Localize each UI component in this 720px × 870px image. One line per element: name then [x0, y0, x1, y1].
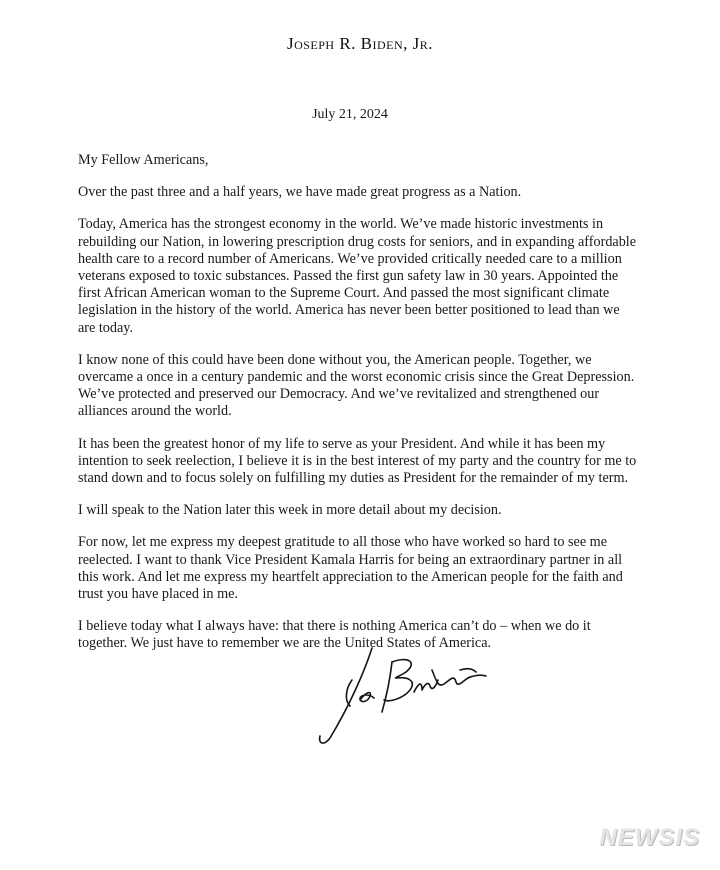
paragraph: Today, America has the strongest economy in the world. We’ve made historic investments in rebuilding our Nation, in lowering prescription drug costs for seniors, and in expanding affordable health care to a record number of Americans. We’ve provided critically needed care to a million veterans exposed to toxic substances. Passed the first gun safety law in 30 years. Appointed the first African American woman to the Supreme Court. And passed the most significant climate legislation in the history of the world. America has never been better positioned to lead than we are today. — [78, 216, 637, 336]
paragraph: For now, let me express my deepest gratitude to all those who have worked so hard to see me reelected. I want to thank Vice President Kamala Harris for being an extraordinary partner in all this work. And let me express my heartfelt appreciation to the American people for the faith and trust you have placed in me. — [78, 534, 623, 603]
paragraph: I will speak to the Nation later this week in more detail about my decision. — [78, 502, 502, 519]
paragraph: Over the past three and a half years, we have made great progress as a Nation. — [78, 184, 522, 201]
paragraph: It has been the greatest honor of my life to serve as your President. And while it has been my intention to seek reelection, I believe it is in the best interest of my party and the country for me to stand down and to focus solely on fulfilling my duties as President for the remainder of my term. — [78, 435, 637, 487]
letter-body — [78, 152, 638, 668]
paragraph: I know none of this could have been done without you, the American people. Together, we overcame a once in a century pandemic and the worst economic crisis since the Great Depression. We’ve protected and preserved our Democracy. And we’ve revitalized and strengthened our alliances around the world. — [78, 351, 635, 420]
letter-date: July 21, 2024 — [312, 107, 388, 122]
salutation: My Fellow Americans, — [78, 152, 209, 168]
newsis-watermark: NEWSIS — [599, 824, 700, 851]
letterhead: Joseph R. Biden, Jr. — [286, 34, 434, 53]
signature — [310, 640, 510, 750]
paragraph: I believe today what I always have: that there is nothing America can’t do – when we do it together. We just have to remember we are the United States of America. — [78, 618, 591, 652]
